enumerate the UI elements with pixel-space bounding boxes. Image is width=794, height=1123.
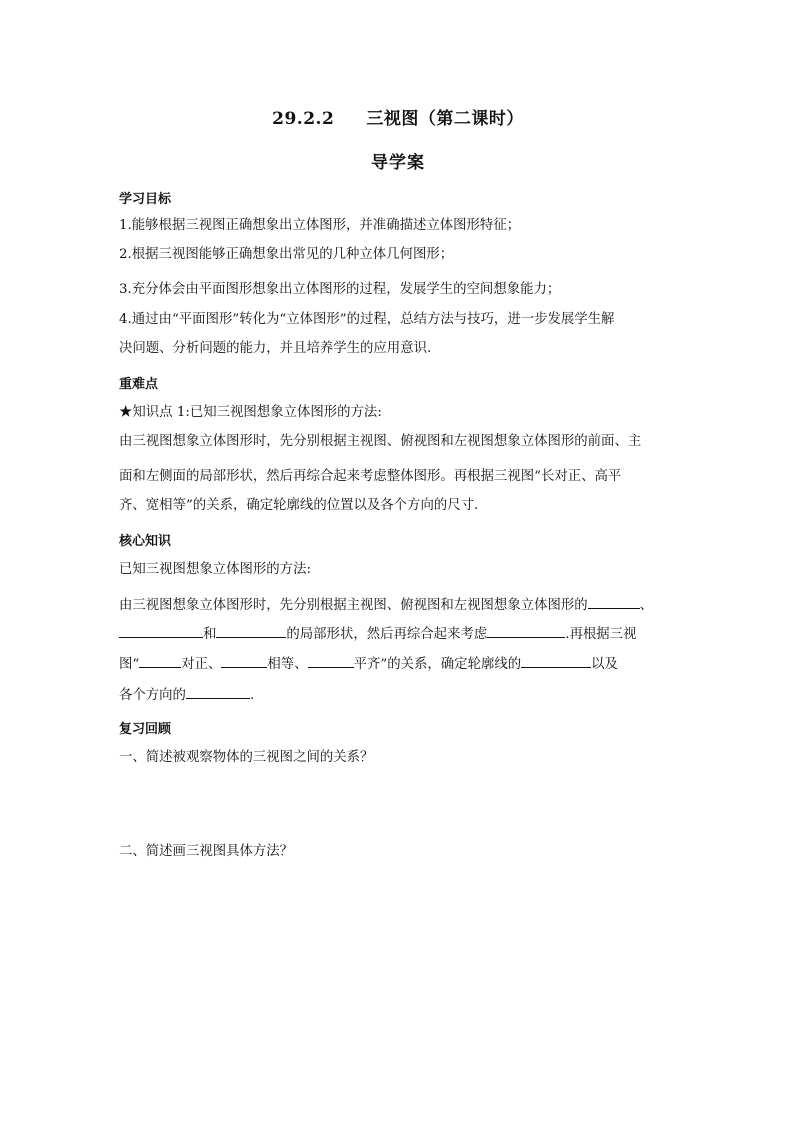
objective-line-2: 2.根据三视图能够正确想象出常见的几种立体几何图形； <box>119 247 454 262</box>
key-point-line-2: 由三视图想象立体图形时，先分别根据主视图、俯视图和左视图想象立体图形的前面、主 <box>119 434 642 449</box>
fill-blank-4[interactable] <box>487 623 565 638</box>
review-question-1: 一、简述被观察物体的三视图之间的关系？ <box>119 750 374 765</box>
core-line-2-end: 、 <box>639 598 654 613</box>
fill-blank-2[interactable] <box>119 623 203 638</box>
review-question-2: 二、简述画三视图具体方法？ <box>119 844 294 859</box>
core-line-5-b: . <box>249 688 255 703</box>
core-line-4 <box>119 653 618 675</box>
fill-blank-3[interactable] <box>216 623 286 638</box>
core-line-3-c: .再根据三视 <box>565 627 637 642</box>
page-subtitle: 导学案 <box>371 153 425 173</box>
core-line-4-b: 对正、 <box>181 657 222 672</box>
core-line-3-a: 和 <box>203 627 217 642</box>
fill-blank-9[interactable] <box>186 684 250 699</box>
core-line-2 <box>119 594 653 616</box>
objective-line-4: 4.通过由“平面图形”转化为“立体图形”的过程，总结方法与技巧，进一步发展学生解 <box>119 312 615 327</box>
core-line-4-a: 图“ <box>119 657 140 672</box>
key-points-heading: 重难点 <box>119 377 159 392</box>
fill-blank-7[interactable] <box>308 653 354 668</box>
core-line-5 <box>119 684 254 706</box>
key-point-line-1: ★知识点 1:已知三视图想象立体图形的方法: <box>119 405 382 420</box>
core-line-4-d: 平齐”的关系，确定轮廓线的 <box>353 657 522 672</box>
key-point-line-3: 面和左侧面的局部形状，然后再综合起来考虑整体图形。再根据三视图“长对正、高平 <box>119 469 622 484</box>
core-line-2-text: 由三视图想象立体图形时，先分别根据主视图、俯视图和左视图想象立体图形的 <box>119 598 588 613</box>
objective-line-1: 1.能够根据三视图正确想象出立体图形，并准确描述立体图形特征； <box>119 218 521 233</box>
core-line-3 <box>119 623 636 645</box>
fill-blank-8[interactable] <box>521 653 591 668</box>
core-line-3-b: 的局部形状，然后再综合起来考虑 <box>286 627 488 642</box>
fill-blank-1[interactable] <box>588 594 640 609</box>
core-line-1: 已知三视图想象立体图形的方法: <box>119 562 311 577</box>
page-title: 29.2.2 三视图（第二课时） <box>272 109 524 129</box>
core-line-5-a: 各个方向的 <box>119 688 186 703</box>
key-point-line-4: 齐、宽相等”的关系，确定轮廓线的位置以及各个方向的尺寸. <box>119 498 479 513</box>
objective-line-5: 决问题、分析问题的能力，并且培养学生的应用意识. <box>119 341 432 356</box>
fill-blank-5[interactable] <box>139 653 181 668</box>
review-heading: 复习回顾 <box>119 722 172 737</box>
objective-line-3: 3.充分体会由平面图形想象出立体图形的过程，发展学生的空间想象能力； <box>119 282 561 297</box>
core-line-4-c: 相等、 <box>267 657 308 672</box>
core-line-4-e: 以及 <box>591 657 618 672</box>
fill-blank-6[interactable] <box>221 653 267 668</box>
core-knowledge-heading: 核心知识 <box>119 534 172 549</box>
objectives-heading: 学习目标 <box>119 192 172 207</box>
